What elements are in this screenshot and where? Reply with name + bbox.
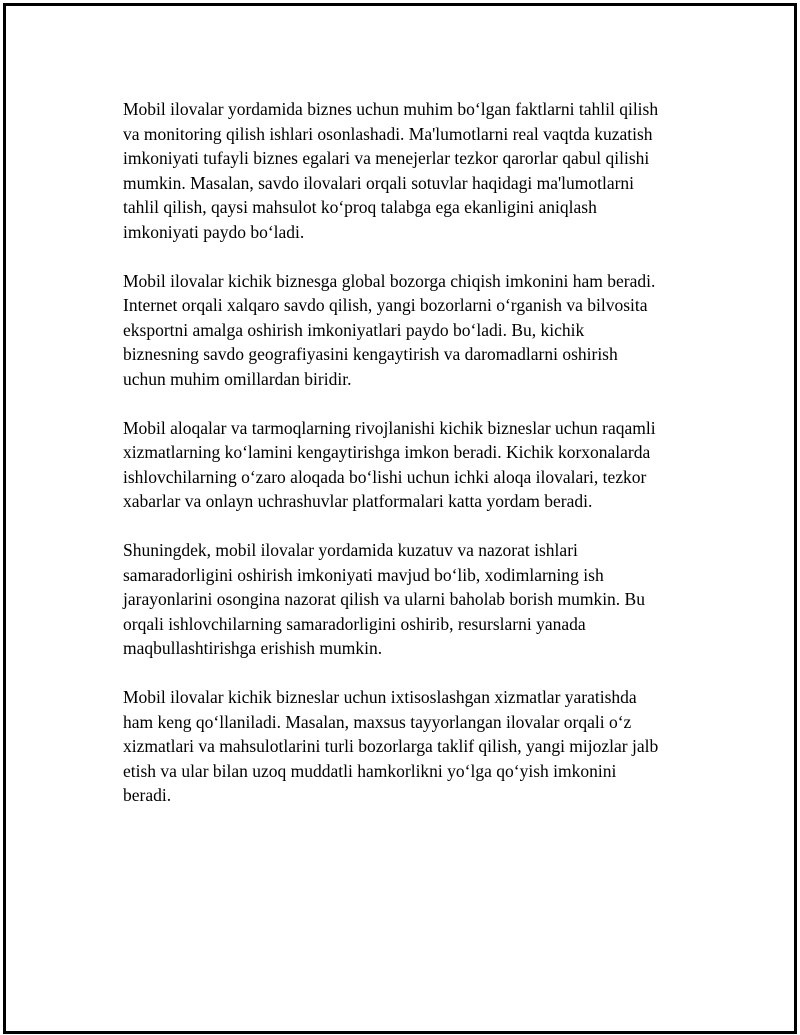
page-frame <box>3 3 797 1034</box>
paragraph-2: Mobil ilovalar kichik biznesga global bozorga chiqish imkonini ham beradi. Internet orqali xalqaro savdo qilish, yangi bozorlarni o‘rganish va bilvosita eksportni amalga oshirish imkoniyatlari paydo bo‘ladi. Bu, kichik biznesning savdo geografiyasini kengaytirish va daromadlarni oshirish uchun muhim omillardan biridir. <box>123 270 656 389</box>
paragraph-1: Mobil ilovalar yordamida biznes uchun muhim bo‘lgan faktlarni tahlil qilish va monitoring qilish ishlari osonlashadi. Ma'lumotlarni real vaqtda kuzatish imkoniyati tufayli biznes egalari va menejerlar tezkor qarorlar qabul qilishi mumkin. Masalan, savdo ilovalari orqali sotuvlar haqidagi ma'lumotlarni tahlil qilish, qaysi mahsulot ko‘proq talabga ega ekanligini aniqlash imkoniyati paydo bo‘ladi. <box>123 99 659 242</box>
document-body <box>123 97 713 832</box>
paragraph-3: Mobil aloqalar va tarmoqlarning rivojlanishi kichik bizneslar uchun raqamli xizmatlarning ko‘lamini kengaytirishga imkon beradi. Kichik korxonalarda ishlovchilarning o‘zaro aloqada bo‘lishi uchun ichki aloqa ilovalari, tezkor xabarlar va onlayn uchrashuvlar platformalari katta yordam beradi. <box>123 417 656 511</box>
paragraph-4: Shuningdek, mobil ilovalar yordamida kuzatuv va nazorat ishlari samaradorligini oshirish imkoniyati mavjud bo‘lib, xodimlarning ish jarayonlarini osongina nazorat qilish va ularni baholab borish mumkin. Bu orqali ishlovchilarning samaradorligini oshirib, resurslarni yanada maqbullashtirishga erishish mumkin. <box>123 540 645 658</box>
paragraph-5: Mobil ilovalar kichik bizneslar uchun ixtisoslashgan xizmatlar yaratishda ham keng qo‘llaniladi. Masalan, maxsus tayyorlangan ilovalar orqali o‘z xizmatlari va mahsulotlarini turli bozorlarga taklif qilish, yangi mijozlar jalb etish va ular bilan uzoq muddatli hamkorlikni yo‘lga qo‘yish imkonini beradi. <box>123 687 659 805</box>
